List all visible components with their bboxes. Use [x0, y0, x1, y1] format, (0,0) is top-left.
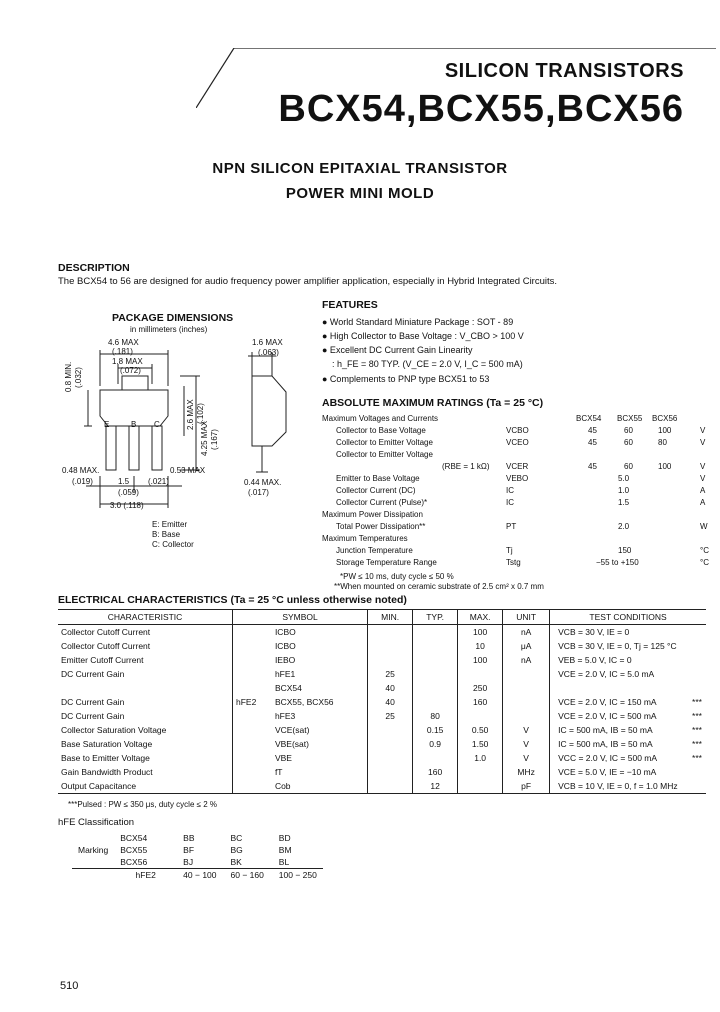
- min: [368, 779, 413, 794]
- abs-unit: °C: [700, 546, 709, 555]
- test-condition: IC = 500 mA, IB = 50 mA: [550, 737, 689, 751]
- abs-symbol: Tj: [506, 546, 513, 555]
- symbol: BCX54: [274, 683, 302, 693]
- abs-row: [322, 462, 712, 474]
- abs-value-bcx55: 5.0: [618, 474, 630, 483]
- test-condition: [550, 681, 689, 695]
- abs-value-bcx55: 1.0: [618, 486, 630, 495]
- dim-1-8: 1.8 MAX: [112, 357, 143, 366]
- hfe-code-b: BC: [230, 833, 243, 843]
- hfe-range: 40 − 100: [183, 870, 217, 880]
- max: [458, 765, 503, 779]
- table-row: [58, 667, 706, 681]
- unit: nA: [503, 625, 550, 640]
- characteristic: DC Current Gain: [61, 697, 125, 707]
- hfe-part: BCX54: [120, 833, 148, 843]
- table-row: [58, 695, 706, 709]
- abs-label: Collector Current (DC): [336, 486, 416, 495]
- symbol-prefix: [233, 709, 272, 723]
- abs-row: [322, 450, 712, 462]
- characteristic: Emitter Cutoff Current: [61, 655, 144, 665]
- dim-0-53-in: (.021): [148, 477, 169, 486]
- abs-value-bcx54: 45: [588, 438, 597, 447]
- symbol: VCE(sat): [274, 725, 310, 735]
- unit: V: [503, 723, 550, 737]
- hfe2-label: hFE2: [135, 870, 156, 880]
- subtitle-2: POWER MINI MOLD: [285, 185, 435, 202]
- abs-value-bcx56: 100: [658, 462, 672, 471]
- characteristic: Collector Saturation Voltage: [61, 725, 167, 735]
- abs-value-bcx55: 60: [624, 426, 633, 435]
- typ: 0.15: [413, 723, 458, 737]
- abs-col-bcx56: BCX56: [652, 414, 678, 423]
- unit: μA: [503, 639, 550, 653]
- symbol-prefix: [233, 765, 272, 779]
- note: [689, 779, 706, 794]
- col-max: MAX.: [458, 610, 503, 625]
- max: [458, 779, 503, 794]
- col-unit: UNIT: [503, 610, 550, 625]
- abs-symbol: VCER: [506, 462, 529, 471]
- abs-row: [322, 534, 712, 546]
- dim-3-0: 3.0 (.118): [110, 501, 144, 510]
- test-condition: VCB = 30 V, IE = 0: [550, 625, 689, 640]
- abs-row: [322, 438, 712, 450]
- hfe-code-c: BM: [278, 845, 292, 855]
- abs-row: [322, 486, 712, 498]
- symbol-prefix: [233, 653, 272, 667]
- symbol: ICBO: [274, 627, 296, 637]
- description-heading: DESCRIPTION: [58, 262, 130, 274]
- dim-1-5: 1.5: [118, 477, 130, 486]
- abs-label: Junction Temperature: [336, 546, 413, 555]
- abs-row: [322, 498, 712, 510]
- test-condition: VCC = 2.0 V, IC = 500 mA: [550, 751, 689, 765]
- package-heading: PACKAGE DIMENSIONS: [112, 312, 234, 324]
- abs-ratings-table: [322, 414, 712, 574]
- abs-symbol: IC: [506, 486, 514, 495]
- abs-symbol: VCBO: [506, 426, 529, 435]
- table-row: [58, 723, 706, 737]
- description-text: The BCX54 to 56 are designed for audio frequency power amplifier application, especially in Hybrid Integrated Circuits.: [58, 276, 558, 287]
- hfe-code-b: BG: [230, 845, 243, 855]
- legend-collector: C: Collector: [152, 540, 194, 549]
- pin-c: C: [154, 420, 160, 429]
- abs-note-2: **When mounted on ceramic substrate of 2.5 cm² x 0.7 mm: [334, 582, 544, 591]
- dim-1-6-in: (.063): [258, 348, 279, 357]
- symbol: hFE3: [274, 711, 296, 721]
- table-row: [58, 737, 706, 751]
- symbol-prefix: [233, 779, 272, 794]
- symbol: VBE(sat): [274, 739, 309, 749]
- max: 100: [458, 625, 503, 640]
- abs-symbol: Tstg: [506, 558, 521, 567]
- unit: [503, 681, 550, 695]
- table-row: [58, 625, 706, 640]
- min: 40: [368, 681, 413, 695]
- abs-value-bcx56: 80: [658, 438, 667, 447]
- note: [689, 667, 706, 681]
- test-condition: VCE = 2.0 V, IC = 150 mA: [550, 695, 689, 709]
- feature-item-4: : h_FE = 80 TYP. (V_CE = 2.0 V, I_C = 500 mA): [332, 359, 523, 369]
- typ: [413, 653, 458, 667]
- unit: [503, 695, 550, 709]
- abs-row: [322, 522, 712, 534]
- symbol: fT: [274, 767, 283, 777]
- unit: [503, 709, 550, 723]
- hfe-range: 60 − 160: [230, 870, 264, 880]
- hfe-code-b: BK: [225, 856, 273, 869]
- legend-base: B: Base: [152, 530, 181, 539]
- elec-footnote: ***Pulsed : PW ≤ 350 μs, duty cycle ≤ 2 %: [68, 800, 218, 809]
- test-condition: VCE = 2.0 V, IC = 500 mA: [550, 709, 689, 723]
- max: 1.50: [458, 737, 503, 751]
- abs-value-bcx55: 1.5: [618, 498, 630, 507]
- feature-item-2: ● High Collector to Base Voltage : V_CBO > 100 V: [322, 331, 524, 341]
- table-row: [58, 765, 706, 779]
- characteristic: Collector Cutoff Current: [61, 627, 151, 637]
- typ: [413, 625, 458, 640]
- typ: [413, 681, 458, 695]
- typ: [413, 639, 458, 653]
- abs-row: [322, 474, 712, 486]
- max: [458, 667, 503, 681]
- characteristic: [58, 681, 233, 695]
- table-row: [58, 779, 706, 794]
- col-test-conditions: TEST CONDITIONS: [550, 610, 706, 625]
- page-number: 510: [60, 980, 79, 992]
- feature-item-5: ● Complements to PNP type BCX51 to 53: [322, 374, 490, 384]
- characteristic: Collector Cutoff Current: [61, 641, 151, 651]
- abs-value-bcx55: −55 to +150: [596, 558, 639, 567]
- unit: pF: [503, 779, 550, 794]
- abs-unit: V: [700, 438, 706, 447]
- abs-unit: V: [700, 462, 706, 471]
- abs-label: (RBE = 1 kΩ): [442, 462, 490, 471]
- abs-value-bcx55: 60: [624, 462, 633, 471]
- hfe-row: [72, 844, 323, 856]
- abs-label: Collector to Emitter Voltage: [336, 438, 433, 447]
- max: 1.0: [458, 751, 503, 765]
- dim-2-6: 2.6 MAX: [186, 399, 195, 430]
- note: [689, 681, 706, 695]
- max: 160: [458, 695, 503, 709]
- abs-label: Emitter to Base Voltage: [336, 474, 420, 483]
- test-condition: VCE = 2.0 V, IC = 5.0 mA: [550, 667, 689, 681]
- hfe-code-a: BF: [183, 845, 195, 855]
- max: 0.50: [458, 723, 503, 737]
- dim-0-44: 0.44 MAX.: [244, 478, 282, 487]
- abs-row: [322, 510, 712, 522]
- dim-0-53: 0.53 MAX: [170, 466, 206, 475]
- abs-col-bcx54: BCX54: [576, 414, 602, 423]
- table-row: [58, 681, 706, 695]
- characteristic: Output Capacitance: [58, 779, 233, 794]
- subtitle-1: NPN SILICON EPITAXIAL TRANSISTOR: [212, 160, 508, 177]
- legend-emitter: E: Emitter: [152, 520, 188, 529]
- symbol-prefix: [233, 751, 272, 765]
- symbol-prefix: [233, 681, 272, 695]
- abs-unit: V: [700, 426, 706, 435]
- abs-value-bcx55: 150: [618, 546, 632, 555]
- abs-label: Storage Temperature Range: [336, 558, 437, 567]
- unit: nA: [503, 653, 550, 667]
- max: [458, 709, 503, 723]
- abs-label: Maximum Temperatures: [322, 534, 408, 543]
- abs-symbol: VEBO: [506, 474, 529, 483]
- hfe-row: [72, 832, 323, 844]
- table-row: [58, 639, 706, 653]
- hfe-range: 100 − 250: [278, 870, 317, 880]
- test-condition: VCB = 10 V, IE = 0, f = 1.0 MHz: [550, 779, 689, 794]
- hfe-marking-label: [72, 856, 114, 869]
- characteristic: Gain Bandwidth Product: [61, 767, 153, 777]
- table-row: [58, 653, 706, 667]
- symbol-prefix: [233, 667, 272, 681]
- abs-value-bcx55: 60: [624, 438, 633, 447]
- symbol: Cob: [272, 779, 368, 794]
- symbol-prefix: [233, 723, 272, 737]
- note: [689, 653, 706, 667]
- characteristic: DC Current Gain: [61, 669, 125, 679]
- symbol: ICBO: [274, 641, 296, 651]
- abs-value-bcx55: 2.0: [618, 522, 630, 531]
- feature-item-1: ● World Standard Miniature Package : SOT - 89: [322, 317, 514, 327]
- min: 25: [368, 667, 413, 681]
- min: [368, 723, 413, 737]
- typ: 80: [413, 709, 458, 723]
- typ: 160: [413, 765, 458, 779]
- hfe-code-a: BB: [183, 833, 195, 843]
- note: ***: [692, 753, 702, 763]
- typ: [413, 695, 458, 709]
- min: [368, 737, 413, 751]
- test-condition: VCB = 30 V, IE = 0, Tj = 125 °C: [550, 639, 689, 653]
- hfe-part: BCX55: [120, 845, 148, 855]
- symbol: BCX55, BCX56: [274, 697, 334, 707]
- hfe-range-row: [72, 869, 323, 882]
- abs-label: Collector Current (Pulse)*: [336, 498, 428, 507]
- series-title: SILICON TRANSISTORS: [444, 60, 684, 82]
- min: 40: [368, 695, 413, 709]
- typ: 0.9: [413, 737, 458, 751]
- note: [689, 625, 706, 640]
- col-min: MIN.: [368, 610, 413, 625]
- abs-symbol: IC: [506, 498, 514, 507]
- min: 25: [368, 709, 413, 723]
- unit: [503, 667, 550, 681]
- symbol: VBE: [274, 753, 292, 763]
- abs-col-bcx55: BCX55: [617, 414, 643, 423]
- typ: [413, 751, 458, 765]
- hfe-part: BCX56: [114, 856, 177, 869]
- elec-heading: ELECTRICAL CHARACTERISTICS (Ta = 25 °C unless otherwise noted): [58, 594, 407, 606]
- symbol-prefix: hFE2: [233, 695, 272, 709]
- abs-label: Total Power Dissipation**: [336, 522, 426, 531]
- abs-row: [322, 414, 712, 426]
- min: [368, 653, 413, 667]
- dim-1-5-in: (.059): [118, 488, 139, 497]
- min: [368, 625, 413, 640]
- abs-label: Maximum Power Dissipation: [322, 510, 423, 519]
- symbol-prefix: [233, 625, 272, 640]
- abs-note-1: *PW ≤ 10 ms, duty cycle ≤ 50 %: [340, 572, 454, 581]
- abs-heading: ABSOLUTE MAXIMUM RATINGS (Ta = 25 °C): [322, 397, 544, 409]
- characteristic: Base Saturation Voltage: [61, 739, 153, 749]
- abs-value-bcx56: 100: [658, 426, 672, 435]
- test-condition: VCE = 5.0 V, IE = −10 mA: [550, 765, 689, 779]
- note: [689, 639, 706, 653]
- hfe-marking-label: Marking: [78, 845, 109, 855]
- abs-row: [322, 558, 712, 570]
- abs-value-bcx54: 45: [588, 462, 597, 471]
- symbol-prefix: [233, 639, 272, 653]
- pin-e: E: [104, 420, 110, 429]
- test-condition: VEB = 5.0 V, IC = 0: [550, 653, 689, 667]
- package-units: in millimeters (inches): [130, 325, 208, 334]
- abs-row: [322, 426, 712, 438]
- min: [368, 765, 413, 779]
- dim-0-8-in: (.032): [74, 367, 83, 388]
- max: 10: [458, 639, 503, 653]
- abs-label: Collector to Emitter Voltage: [336, 450, 433, 459]
- table-row: [58, 751, 706, 765]
- dim-0-48: 0.48 MAX.: [62, 466, 100, 475]
- hfe-code-a: BJ: [177, 856, 224, 869]
- hfe-code-c: BD: [278, 833, 291, 843]
- abs-unit: A: [700, 486, 706, 495]
- note: [689, 765, 706, 779]
- hfe-code-c: BL: [273, 856, 323, 869]
- table-row: [58, 709, 706, 723]
- unit: V: [503, 737, 550, 751]
- abs-unit: W: [700, 522, 708, 531]
- test-condition: IC = 500 mA, IB = 50 mA: [550, 723, 689, 737]
- feature-item-3: ● Excellent DC Current Gain Linearity: [322, 345, 473, 355]
- hfe-marking-label: [72, 832, 114, 844]
- abs-label: Maximum Voltages and Currents: [322, 414, 439, 423]
- abs-unit: V: [700, 474, 706, 483]
- characteristic: DC Current Gain: [61, 711, 125, 721]
- abs-symbol: PT: [506, 522, 517, 531]
- dim-0-48-in: (.019): [72, 477, 93, 486]
- dim-0-8: 0.8 MIN.: [64, 361, 73, 392]
- col-typ: TYP.: [413, 610, 458, 625]
- max: 100: [458, 653, 503, 667]
- dim-1-8-in: (.072): [120, 366, 141, 375]
- note: ***: [692, 711, 702, 721]
- dim-2-6-in: (.102): [196, 403, 205, 424]
- hfe-heading: hFE Classification: [58, 817, 135, 828]
- abs-value-bcx54: 45: [588, 426, 597, 435]
- dim-4-25: 4.25 MAX: [200, 420, 209, 456]
- symbol-prefix: [233, 737, 272, 751]
- note: ***: [692, 725, 702, 735]
- dim-1-6: 1.6 MAX: [252, 338, 283, 347]
- unit: MHz: [503, 765, 550, 779]
- dim-0-44-in: (.017): [248, 488, 269, 497]
- features-heading: FEATURES: [322, 299, 378, 311]
- symbol: IEBO: [274, 655, 296, 665]
- col-characteristic: CHARACTERISTIC: [58, 610, 233, 625]
- min: [368, 751, 413, 765]
- characteristic: Base to Emitter Voltage: [61, 753, 150, 763]
- abs-unit: A: [700, 498, 706, 507]
- abs-label: Collector to Base Voltage: [336, 426, 426, 435]
- part-numbers: BCX54,BCX55,BCX56: [278, 88, 684, 130]
- typ: [413, 667, 458, 681]
- symbol: hFE1: [274, 669, 296, 679]
- dim-4-25-in: (.167): [210, 429, 219, 450]
- hfe-row: [72, 856, 323, 869]
- note: ***: [692, 697, 702, 707]
- pin-b: B: [131, 420, 137, 429]
- hfe-table: [72, 832, 323, 881]
- elec-table: [58, 609, 706, 794]
- abs-symbol: VCEO: [506, 438, 529, 447]
- unit: V: [503, 751, 550, 765]
- abs-unit: °C: [700, 558, 709, 567]
- abs-row: [322, 546, 712, 558]
- col-symbol: SYMBOL: [233, 610, 368, 625]
- typ: 12: [413, 779, 458, 794]
- dim-4-6-in: (.181): [112, 347, 133, 356]
- dim-4-6: 4.6 MAX: [108, 338, 139, 347]
- note: ***: [692, 739, 702, 749]
- min: [368, 639, 413, 653]
- max: 250: [458, 681, 503, 695]
- spacer: [72, 869, 114, 882]
